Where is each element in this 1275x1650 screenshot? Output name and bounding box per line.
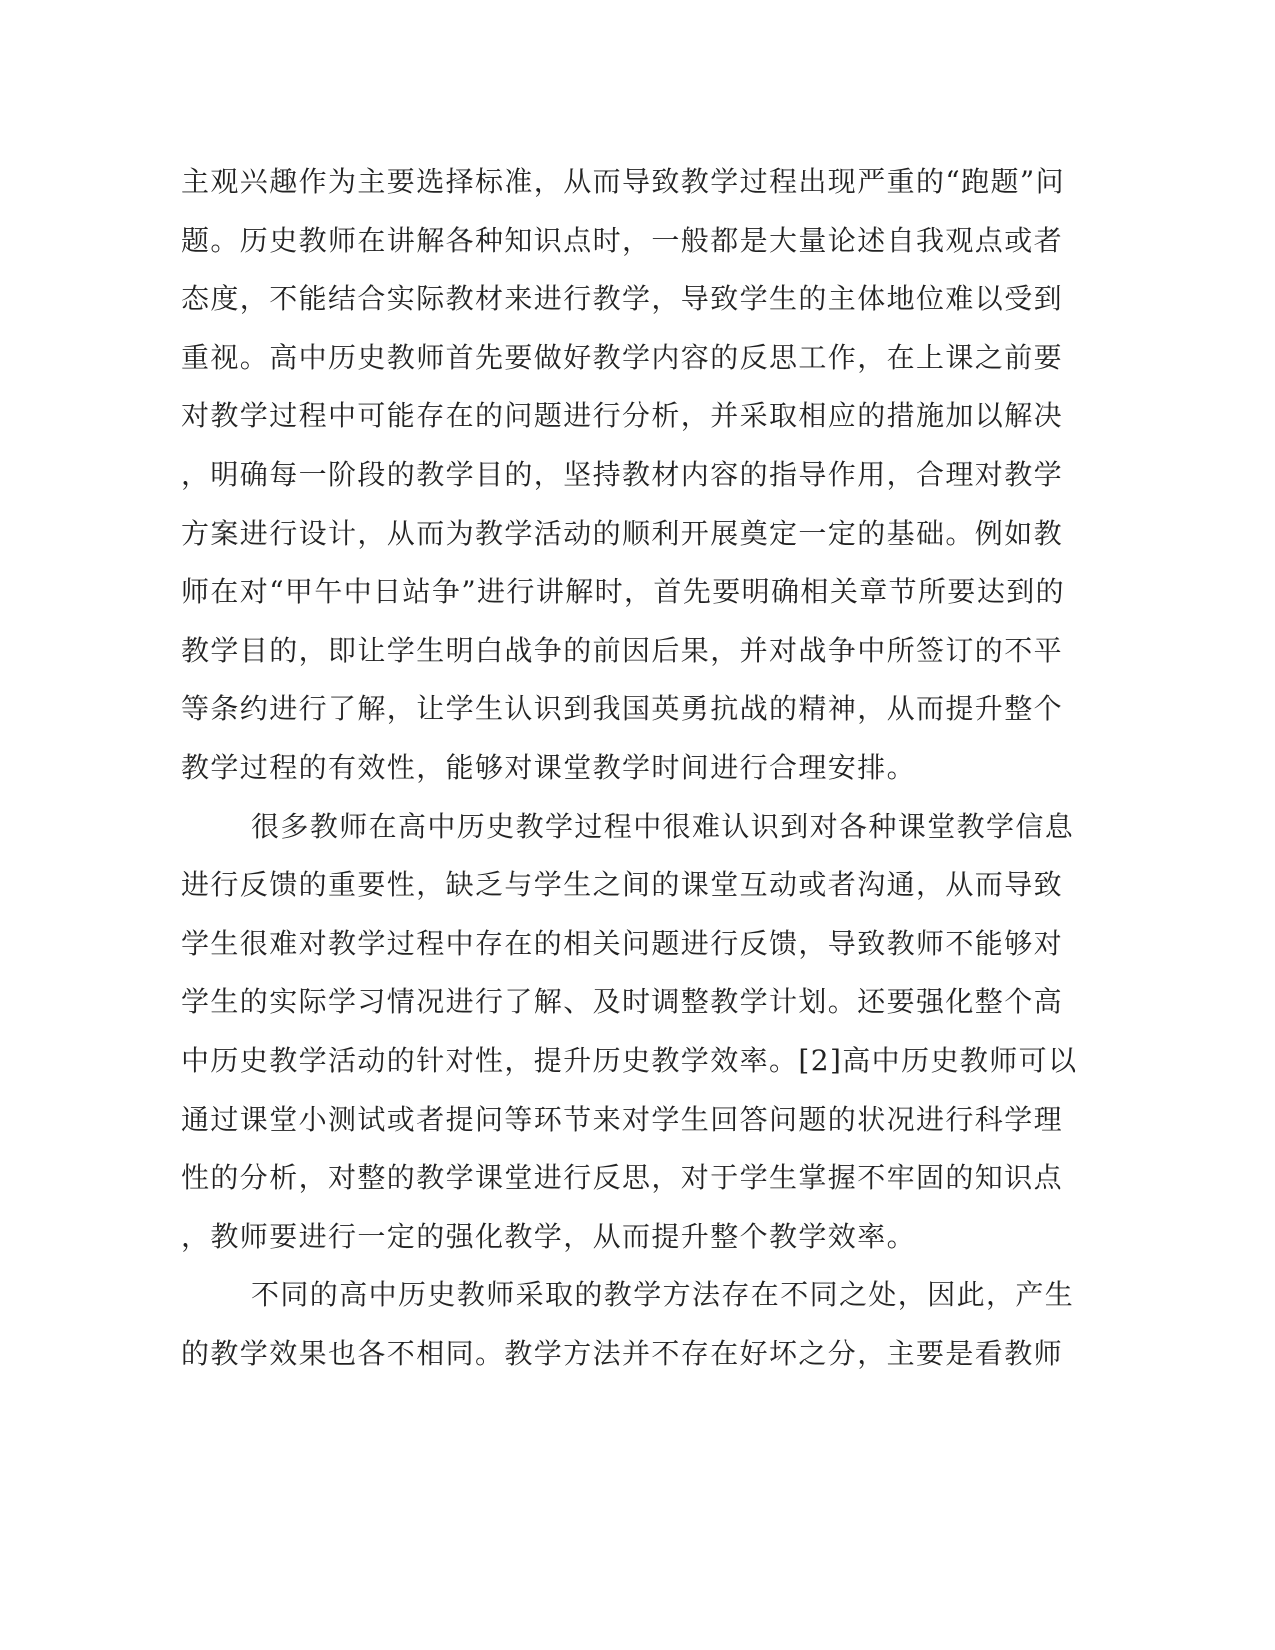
text-line: 师在对“甲午中日站争”进行讲解时，首先要明确相关章节所要达到的 xyxy=(181,575,1066,609)
text-line: 教学过程的有效性，能够对课堂教学时间进行合理安排。 xyxy=(181,750,917,784)
text-line: 态度，不能结合实际教材来进行教学，导致学生的主体地位难以受到 xyxy=(181,282,1064,316)
body-text xyxy=(181,158,1078,1388)
text-line: 教学目的，即让学生明白战争的前因后果，并对战争中所签订的不平 xyxy=(181,633,1064,667)
text-line: ，明确每一阶段的教学目的，坚持教材内容的指导作用，合理对教学 xyxy=(181,457,1064,491)
text-line: 对教学过程中可能存在的问题进行分析，并采取相应的措施加以解决 xyxy=(181,399,1064,433)
text-line: 学生很难对教学过程中存在的相关问题进行反馈，导致教师不能够对 xyxy=(181,926,1064,960)
text-line: 通过课堂小测试或者提问等环节来对学生回答问题的状况进行科学理 xyxy=(181,1102,1064,1136)
text-line: 方案进行设计，从而为教学活动的顺利开展奠定一定的基础。例如教 xyxy=(181,516,1064,550)
text-line: 学生的实际学习情况进行了解、及时调整教学计划。还要强化整个高 xyxy=(181,985,1064,1019)
text-line: 主观兴趣作为主要选择标准，从而导致教学过程出现严重的“跑题”问 xyxy=(181,165,1066,198)
text-line: 的教学效果也各不相同。教学方法并不存在好坏之分，主要是看教师 xyxy=(181,1336,1064,1370)
text-line: 重视。高中历史教师首先要做好教学内容的反思工作，在上课之前要 xyxy=(181,340,1064,374)
text-line: 性的分析，对整的教学课堂进行反思，对于学生掌握不牢固的知识点 xyxy=(181,1161,1064,1195)
text-line: ，教师要进行一定的强化教学，从而提升整个教学效率。 xyxy=(181,1219,917,1253)
text-line: 题。历史教师在讲解各种知识点时，一般都是大量论述自我观点或者 xyxy=(181,223,1064,257)
text-line: 进行反馈的重要性，缺乏与学生之间的课堂互动或者沟通，从而导致 xyxy=(181,868,1064,902)
text-line: 等条约进行了解，让学生认识到我国英勇抗战的精神，从而提升整个 xyxy=(181,692,1064,726)
paragraph-first-line: 很多教师在高中历史教学过程中很难认识到对各种课堂教学信息 xyxy=(251,809,1075,843)
text-line: 中历史教学活动的针对性，提升历史教学效率。[2]高中历史教师可以 xyxy=(181,1043,1078,1077)
paragraph-first-line: 不同的高中历史教师采取的教学方法存在不同之处，因此，产生 xyxy=(251,1278,1075,1312)
